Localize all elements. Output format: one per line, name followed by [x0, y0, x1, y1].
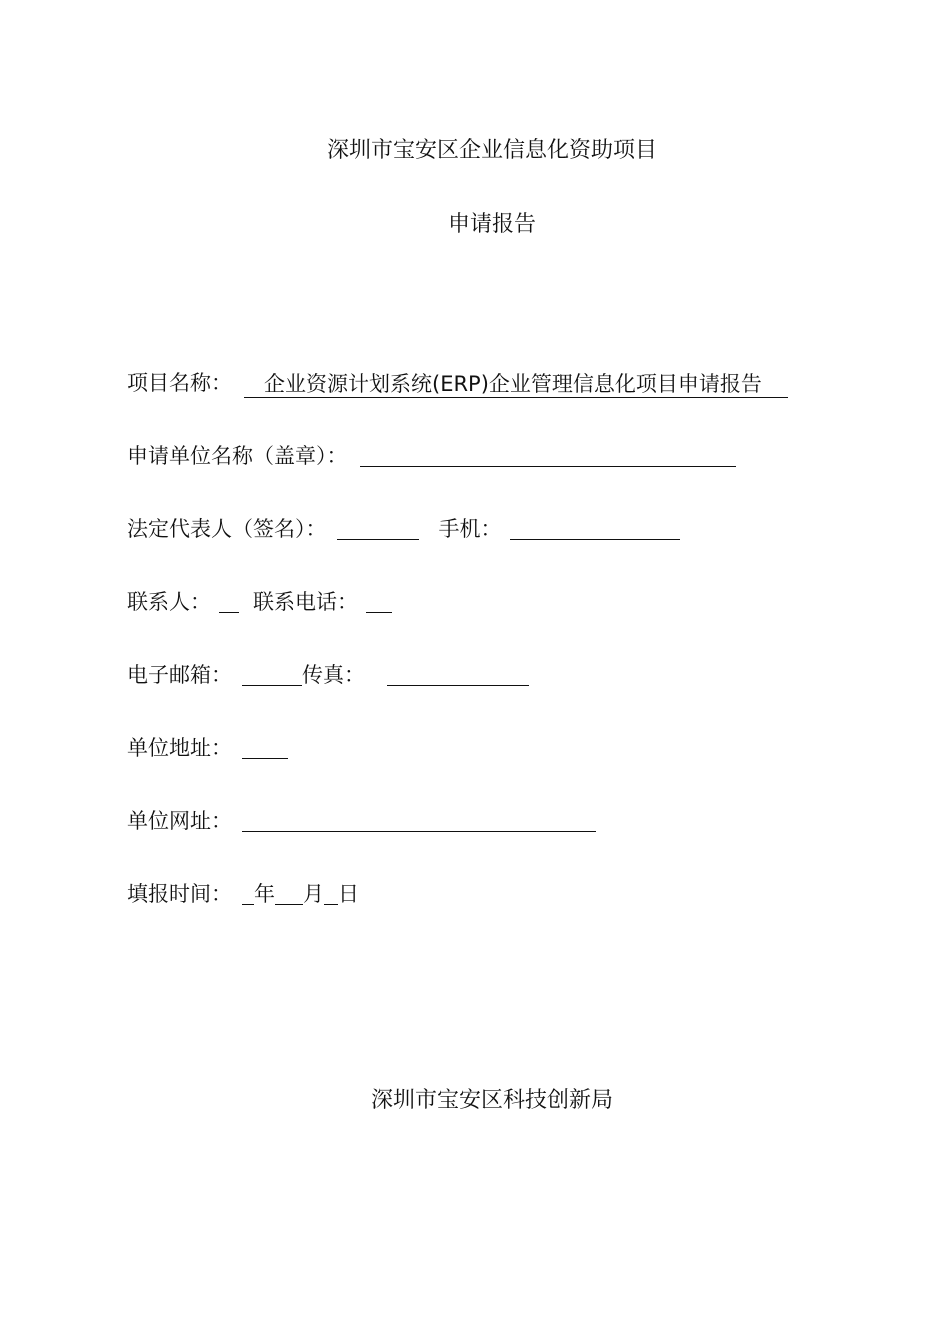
- date-row: [127, 879, 359, 909]
- applicant-label: 申请单位名称（盖章）：: [127, 444, 348, 468]
- mobile-field[interactable]: [510, 517, 680, 540]
- contact-row: [127, 587, 392, 617]
- website-field[interactable]: [242, 809, 596, 832]
- contact-phone-field[interactable]: [366, 590, 392, 613]
- fax-label: 传真：: [302, 663, 365, 687]
- website-row: [127, 806, 596, 836]
- legal-representative-label: 法定代表人（签名）：: [127, 517, 327, 541]
- document-subtitle: 申请报告: [447, 212, 536, 237]
- legal-representative-field[interactable]: [337, 517, 419, 540]
- month-field[interactable]: [275, 882, 303, 905]
- email-label: 电子邮箱：: [127, 663, 232, 687]
- contact-label: 联系人：: [127, 590, 211, 614]
- address-row: [127, 733, 288, 763]
- contact-phone-label: 联系电话：: [253, 590, 358, 614]
- document-title: 深圳市宝安区企业信息化资助项目: [326, 138, 657, 163]
- year-label: 年: [254, 882, 275, 906]
- issuing-organization: 深圳市宝安区科技创新局: [370, 1088, 613, 1113]
- year-field[interactable]: [242, 882, 254, 905]
- date-label: 填报时间：: [127, 882, 232, 906]
- address-label: 单位地址：: [127, 736, 232, 760]
- applicant-field[interactable]: [360, 444, 736, 467]
- address-field[interactable]: [242, 736, 288, 759]
- fax-field[interactable]: [387, 663, 529, 686]
- legal-representative-row: [127, 514, 680, 544]
- day-field[interactable]: [324, 882, 338, 905]
- project-name-field[interactable]: 企业资源计划系统(ERP)企业管理信息化项目申请报告: [244, 371, 788, 398]
- applicant-row: [127, 441, 736, 471]
- mobile-label: 手机：: [438, 517, 502, 541]
- email-field[interactable]: [242, 663, 302, 686]
- day-label: 日: [338, 882, 359, 906]
- project-name-row: [127, 368, 788, 398]
- email-row: [127, 660, 529, 690]
- website-label: 单位网址：: [127, 809, 232, 833]
- project-name-label: 项目名称：: [127, 371, 232, 395]
- month-label: 月: [303, 882, 324, 906]
- contact-field[interactable]: [219, 590, 239, 613]
